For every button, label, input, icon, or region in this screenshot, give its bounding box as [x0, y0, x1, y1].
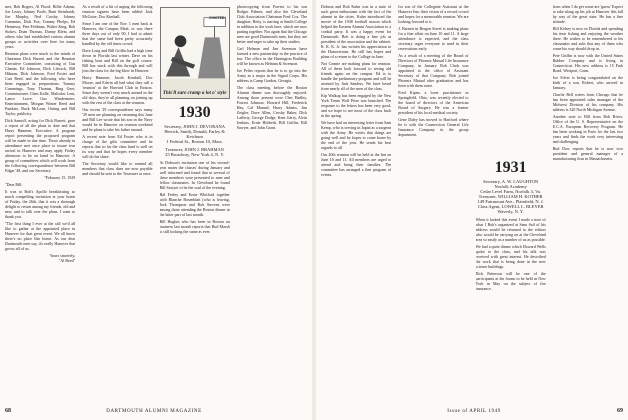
- paragraph: Bill Kelsey is now in Florida and spending his time fishing and enjoying the weather there. He wishes to be remembered to his classmates and asks that any of them who come his way should drop in.: [552, 26, 623, 51]
- cartoon-illustration: [160, 7, 230, 99]
- paragraph: "The first thing I ever at the call we'd all like to gather at the appointed place in Hanover for that great event. We all know there's no place like home. As our dear Dartmouth men say, it's really Hanover that grows all of us.: [5, 221, 76, 251]
- paragraph: As a result of a meeting of the Board of Directors of Phoenix Mutual Life Insurance Company, in January Bob Clark was appointed to the office of Assistant Secretary of that Company. Bob joined Phoenix Mutual after graduation and has been with them since.: [398, 53, 469, 88]
- page-number: 69: [616, 408, 623, 414]
- left-column-2: [82, 4, 152, 396]
- paragraph: A recent note from Ed Foster who is in charge of the gifts committee and he reports that so far the class fund is well on its way and that he hopes every member will do his share.: [82, 134, 153, 159]
- paragraph: Bill Hughes who has been in Boston on business last month reports that Bud Marsh is still looking the same as ever.: [159, 219, 230, 234]
- paragraph: Pete Griffin is now with the United States Rubber Company and is living in Connecticut. His new address is 15 Park Road, Westport, Conn.: [552, 53, 623, 73]
- paragraph: Gene Daley has moved to Hartford where he is with the Connecticut General Life Insurance Company in the group department.: [398, 117, 469, 137]
- paragraph: mer, Bob Rogers, Al Flood, Billie Adams, Joe Leary, Johnny Poole, Bunt Steinhardt, Joe Murphy, Ned Crosby, Johnny Cummins, Dick Fox, Tommy Phelps, Ed Hennessy, Pete Feldman, Walter King, Bob Stokes, Doan Thomas, Dunny Klein, and others who had established various alumni groups or activities over here for many years.: [5, 4, 76, 49]
- right-page-columns: [321, 4, 623, 396]
- issue-label: Issue of APRIL 1949: [447, 408, 501, 414]
- cartoon-sign-text: EVICTED!: [209, 16, 226, 20]
- right-column-2: [398, 4, 468, 396]
- paragraph: Joe Silver is being congratulated on the birth of a son, Robert, who arrived in January.: [552, 75, 623, 90]
- paragraph: Charlie Bell writes from Chicago that he has been appointed sales manager of the Midwest Division of his company. His address is 320 North Michigan Avenue.: [552, 92, 623, 112]
- class-year-heading: 1930: [178, 104, 211, 121]
- paragraph: Our 20th reunion will be held at the Inn on June 10 and 11. All members are urged to attend and bring their families. The committee has arranged a fine program of events.: [321, 152, 392, 177]
- left-page-footer: [5, 405, 307, 417]
- magazine-title: DARTMOUTH ALUMNI MAGAZINE: [106, 408, 202, 414]
- paragraph: J. Barnett in Bergen Street is making plans for a fine affair on June 10 and 11. A large attendance is expected, and the class secretary urges everyone to send in their reservations early.: [398, 26, 469, 51]
- left-page: [0, 0, 312, 420]
- paragraph: Dick Patterson will be one of the participants at the forum to be held in New York in May on the subject of fire insurance.: [475, 271, 546, 291]
- paragraph: Dobson and Bob Kuhn was in a state of such great enthusiasm with the fact of the alumni in the cities. Kuhn introduced the movie of the 1948 football season which helped the Eastern Alumni Association to a cordial party. It was a happy event for Dartmouth. Bob is doing a fine job as president of the association and the cabinet. R. K. K. Jr. has written his appreciation to the Hanoverians. He still has hopes and plans of a return to the College in June.: [321, 4, 392, 59]
- left-column-1: [5, 4, 75, 396]
- left-page-columns: [5, 4, 307, 396]
- paragraph: When it lacked this event I made a note of what I Bob's organized at Sans Sail of his address would be returned to the editors who would be carrying on at the Cleveland area so easily as a number of us as possible.: [475, 217, 546, 242]
- paragraph: As a result of a bit of urging the following reunion signees have been added: Jack McGuire, Doc Kimball.: [82, 4, 153, 19]
- paragraph: Our recent '29 correspondence says many '29 men are planning on returning this June and Bill Lee wrote that his son in the Navy would be in Hanover on reunion weekend and he plans to take his father around.: [82, 107, 153, 132]
- paragraph: Bud Dow reports that he is now vice president and general manager of a manufacturing firm in Massachusetts.: [552, 146, 623, 161]
- paragraph: Not Connie are making plans for reunion. All of them look forward to seeing old friends again on the campus. Ed is to handle the preliminary program and will be assisted by Jack Sanders. We have heard from nearly all of the men of the class.: [321, 61, 392, 91]
- paragraph: from when I do get some are 'guess' Expect to take along up his job at Hanover this fall by way of the great state. He has a fine attitude.: [552, 4, 623, 24]
- cartoon-drawing: [161, 8, 229, 98]
- right-page: [316, 0, 628, 420]
- paragraph: Since I am one of the Nov. 1 men back at Hanover, the Campus Meal, or was there three days out of only 90, I had to admit that the same had been pretty accurately handled by the old timer crowd.: [82, 21, 153, 46]
- letter-salutation: "Dear Bill:: [5, 182, 23, 187]
- column-text-spacer: [476, 4, 546, 154]
- paragraph: Reunion plans were much to the minds of Chairman Dick Barrett and the Reunion Executive Committee, consisting of Gus Chanin, Ed Johnson, Dick Lifwick, Bill Hilman, Dick Johnson, Fred Foster and Curt Reed, and the following who have been engaged in preparations: Tommy Cummings, Tony Thomas, Bing Geer, Commissioner Clem Kalle, Malcolm Lent, Lance Lowe, Gus Windermere, Entertainment, Morgan Winter Reed and Fundato, Buck McLean, Outing and Bill Taylor, publicity.: [5, 51, 76, 116]
- page-number: 68: [5, 408, 11, 414]
- class-officers: Secretary, JOHN J. DEVORANA Herrick, Smith, Donald, Farley & Ketchum 1 Federal St., Boston 10, Mass.: [164, 124, 226, 144]
- paragraph: We have had an interesting letter from Sam Kemp, who is serving in Japan as a surgeon with the Army. He writes that things are going well and he hopes to come home by the end of the year. He sends his best regards to all.: [321, 120, 392, 150]
- paragraph: Hal Feeley and Ernie Whitford together with Blanche Rosenblatt (who is leaving, Jack Thompson and Bob Stevens were among those attending the Boston dinner in the latter part of last month.: [159, 192, 230, 217]
- paragraph: Another note to Bill from Bob Rives: Office of the U. S. Representative on the E.C.A. European Recovery Program. He has been working in Paris for the last two years and finds the work very interesting and challenging.: [552, 114, 623, 144]
- paragraph: Fred Kipen, a lover practitioner in Springfield, Ohio, was recently elected to the board of directors of the American Board of Surgery. He was a former president of his local medical society.: [398, 90, 469, 115]
- paragraph: The class meeting before the Boston Alumni dinner was thoroughly enjoyed. Among those present were Chet Hadley, Forrest Johnson, Howard Hill, Frederick Hay, Cal Manuel, Harry Adams, Jim Zeigler, Dave Allen, Crosby Baker, Dick Lafferty, George Dodge, Kent Gerry, Alvin Jenkins, Ernie Hildreth, Bill Griffin, Bill Sawyer, and John Grant.: [236, 85, 307, 130]
- right-column-3: [476, 4, 546, 396]
- paragraph: photocopying from Forrest to his son Rodger Palmer, and also the Cleveland Club Association Chairman Fred Cox. The daughter, Betty, is starting at Smith College in addition to the work here, which are now putting together. Not again that the Chicago men are good Dartmouth men, but they are better and eager to take up their studies.: [236, 4, 307, 44]
- paragraph: Joe Pelter reports that he is to go into the Army as a major in the Signal Corps. His address is Camp Gordon, Georgia.: [236, 68, 307, 83]
- letter-date: "February 15, 1929: [44, 175, 76, 180]
- letter-signature: Yours sincerely, "Al Reed": [49, 253, 76, 263]
- class-officers: Secretary, A. W. LAUGHTON Norfolk Academy Cedar Level Farm, Norfolk 3, Va. Treasurer, WILLIAM H. KOTHER 149 Fairmount Ave., Plainfield, N. J. Class Agent, LOWELL L. BLEYER Waverly, N. Y.: [477, 179, 544, 214]
- right-column-1: [321, 4, 391, 396]
- left-column-4: [237, 4, 307, 396]
- paragraph: Carl Helman and Jim Swenson have formed a new partnership in the practice of law. The office in the Harrington Building will be known as Helman & Swenson.: [236, 46, 307, 66]
- paragraph: We had a quite dinner which Howard Wells spoke to the class, and his talk was received with great interest. He described the work that is being done in the new science buildings.: [475, 244, 546, 269]
- class-year-heading: 1931: [494, 159, 527, 176]
- paragraph: Dick Sarnoff, acting for Dick Barrett, gave a report of all the plans to date and that Harry Hammer, Executive. A program report presenting the proposed program will be made in due time. Those already in attendance met once place to insure true arrival in Hanover and may apply Friday afternoon to be on hand in Hanover. A group of committees which will work from the following correspondence between Bill Edgar '48, and our Secretary.: [5, 118, 76, 173]
- paragraph: Harry Hammer, Jacob Kimball, Doc Moore, and Edwin all had what they call a 'reunion' at the Harvard Club in Boston. Since they weren't very much around in the old days, they're all planning on joining up with the rest of the class at the reunion.: [82, 75, 153, 105]
- class-treasurer: Treasurer, JOHN J. BRAHMAN 25 Broadway, New York 4, N. Y.: [165, 147, 225, 157]
- paragraph: The Secretary would like to remind all members that class dues are now payable and should be sent to the Treasurer at once.: [82, 161, 153, 176]
- paragraph: At Dobson's invitation one of his second-year mates the classes' during January and well informed and found that in several of these members were presented to men and fellow classmates. In Cleveland he found Bill Sawyer to be the soul of the evening.: [159, 160, 230, 190]
- left-column-3: [160, 4, 230, 396]
- paragraph: It was at Bob's Apollo breakfasting so much compelling invitation at your home of Friday, the 26th, that it was a thorough delight to return among my friends, old and new, and to talk over the plans. I want to thank you.: [5, 189, 76, 219]
- right-column-4: [553, 4, 623, 396]
- cartoon-caption: This'll sure cramp a lot o' style: [162, 91, 227, 96]
- paragraph: Dave Long and Bill Griffin had a high time down in Florida last winter. Dave on his fishing boat and Bill on the golf course. Bill has stuck with this through and will join the class for the big blow in Hanover.: [82, 48, 153, 73]
- paragraph: for son of the Collegiate Assistant at the Hanover Inn; their vision of a record crowd and hopes for a memorable reunion. We are looking forward to it.: [398, 4, 469, 24]
- right-page-footer: [321, 405, 623, 417]
- paragraph: Kip Walkup has been engaged by the New York Times Wolf Prize was launched. The response to the letters has been very good, and we hope to see most of the class back in the spring.: [321, 93, 392, 118]
